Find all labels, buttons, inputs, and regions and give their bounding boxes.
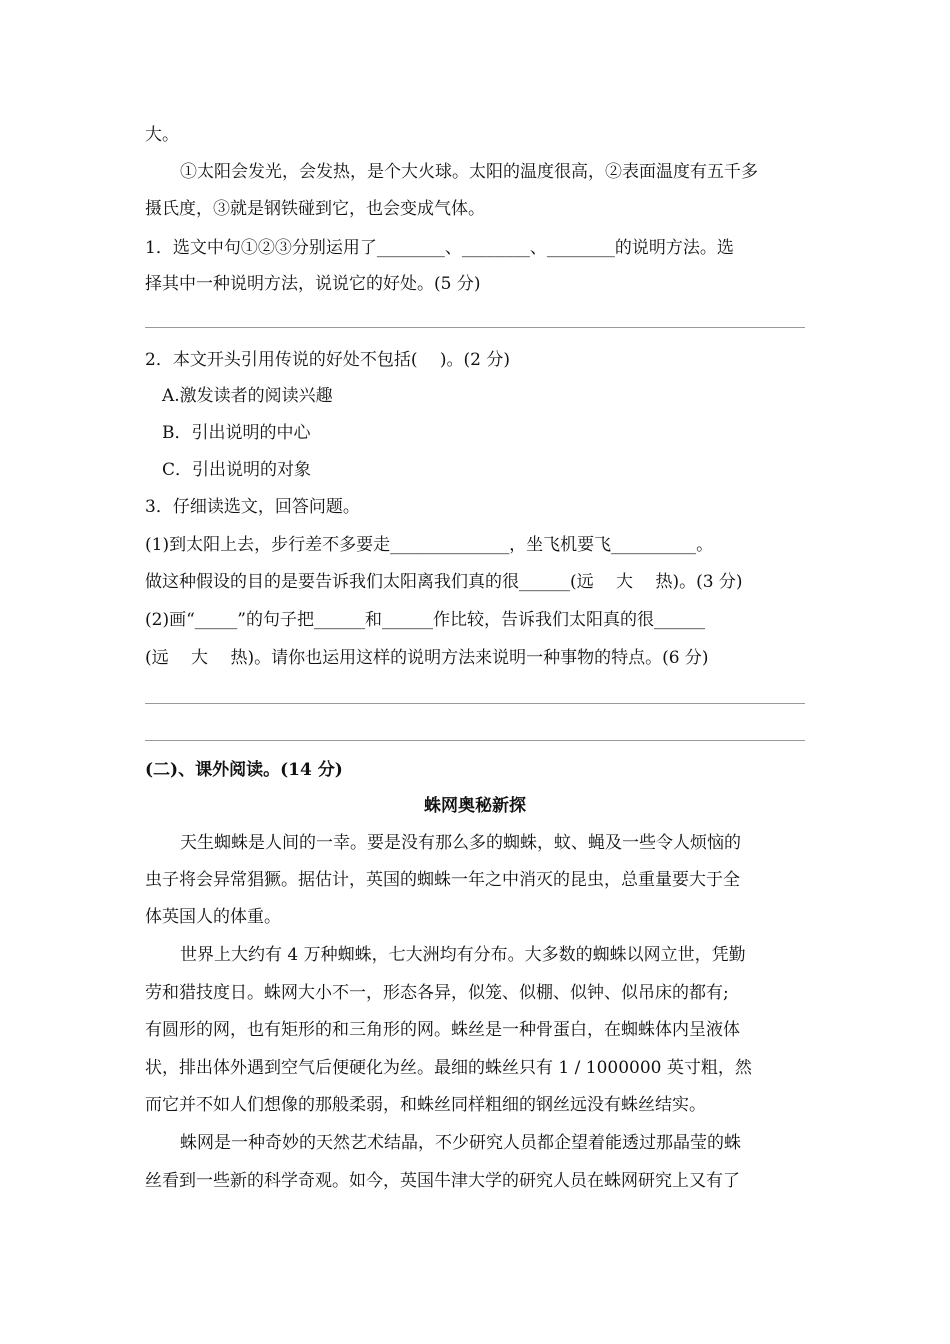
question-3-part-1: (1)到太阳上去，步行差不多要走______________，坐飞机要飞__________。 [145, 535, 714, 555]
question-2-stem: 2．本文开头引用传说的好处不包括( )。(2 分) [145, 350, 510, 370]
article-paragraph-line: 天生蜘蛛是人间的一幸。要是没有那么多的蜘蛛，蚊、蝇及一些令人烦恼的 [180, 833, 741, 853]
article-paragraph-line: 丝看到一些新的科学奇观。如今，英国牛津大学的研究人员在蛛网研究上又有了 [145, 1171, 740, 1191]
passage-line: ①太阳会发光，会发热，是个大火球。太阳的温度很高，②表面温度有五千多 [180, 162, 758, 182]
question-2-option-c: C．引出说明的对象 [162, 460, 312, 480]
passage-line: 摄氏度，③就是钢铁碰到它，也会变成气体。 [145, 199, 485, 219]
question-3-part-1-cont: 做这种假设的目的是要告诉我们太阳离我们真的很______(远 大 热)。(3 分) [145, 572, 743, 592]
article-paragraph-line: 世界上大约有 4 万种蜘蛛，七大洲均有分布。大多数的蜘蛛以网立世，凭勤 [180, 945, 746, 965]
article-paragraph-line: 而它并不如人们想像的那般柔弱，和蛛丝同样粗细的钢丝远没有蛛丝结实。 [145, 1095, 706, 1115]
article-paragraph-line: 蛛网是一种奇妙的天然艺术结晶，不少研究人员都企望着能透过那晶莹的蛛 [180, 1133, 741, 1153]
question-3-part-2-cont: (远 大 热)。请你也运用这样的说明方法来说明一种事物的特点。(6 分) [145, 648, 709, 668]
article-paragraph-line: 体英国人的体重。 [145, 907, 281, 927]
question-2-option-b: B．引出说明的中心 [162, 423, 311, 443]
question-2-option-a: A.激发读者的阅读兴趣 [162, 386, 333, 406]
answer-line [145, 703, 805, 704]
article-paragraph-line: 状，排出体外遇到空气后便硬化为丝。最细的蛛丝只有 1 / 1000000 英寸粗，然 [145, 1058, 752, 1078]
answer-line [145, 327, 805, 328]
article-paragraph-line: 有圆形的网，也有矩形的和三角形的网。蛛丝是一种骨蛋白，在蜘蛛体内呈液体 [145, 1020, 740, 1040]
passage-tail: 大。 [145, 125, 179, 145]
question-3-stem: 3．仔细读选文，回答问题。 [145, 497, 360, 517]
article-title: 蛛网奥秘新探 [424, 796, 526, 816]
section-2-heading: (二)、课外阅读。(14 分) [145, 760, 343, 780]
question-1-stem: 1．选文中句①②③分别运用了________、________、________的说明方法。选 [145, 238, 734, 258]
question-1-stem-cont: 择其中一种说明方法，说说它的好处。(5 分) [145, 274, 481, 294]
question-3-part-2: (2)画“_____”的句子把______和______作比较，告诉我们太阳真的很______ [145, 610, 705, 630]
article-paragraph-line: 虫子将会异常猖獗。据估计，英国的蜘蛛一年之中消灭的昆虫，总重量要大于全 [145, 870, 740, 890]
article-paragraph-line: 劳和猎技度日。蛛网大小不一，形态各异，似笼、似棚、似钟、似吊床的都有; [145, 983, 729, 1003]
answer-line [145, 740, 805, 741]
